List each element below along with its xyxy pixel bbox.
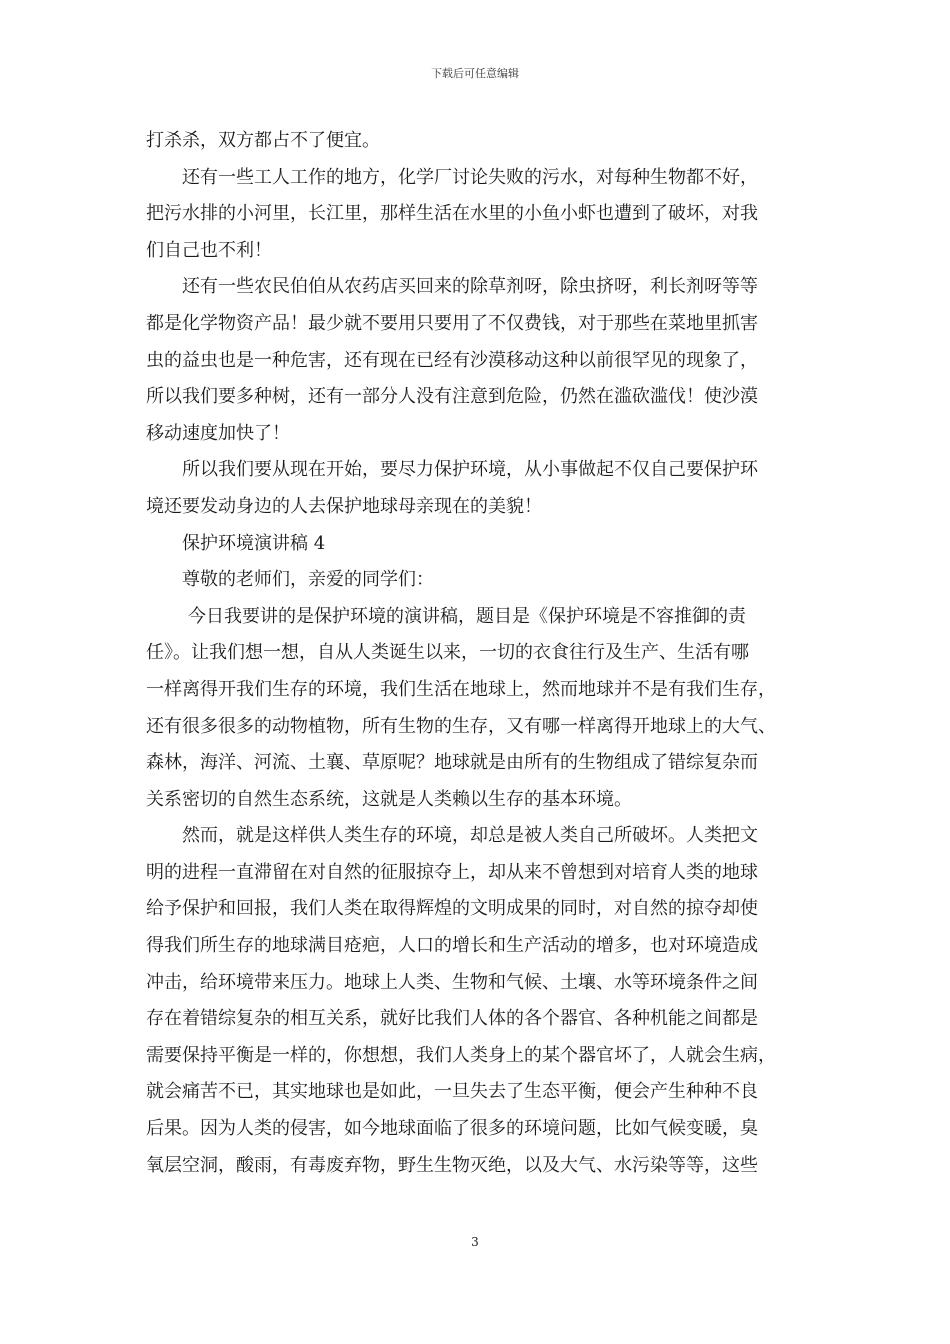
text-line: 给予保护和回报，我们人类在取得辉煌的文明成果的同时，对自然的掠夺却使 — [146, 898, 758, 920]
text-line: 所以我们要从现在开始，要尽力保护环境，从小事做起不仅自己要保护环 — [182, 459, 758, 481]
text-line: 需要保持平衡是一样的，你想想，我们人类身上的某个器官坏了，人就会生病， — [146, 1044, 776, 1066]
text-line: 都是化学物资产品！最少就不要用只要用了不仅费钱，对于那些在菜地里抓害 — [146, 312, 758, 334]
text-line: 关系密切的自然生态系统，这就是人类赖以生存的基本环境。 — [146, 788, 632, 810]
text-line: 一样离得开我们生存的环境，我们生活在地球上，然而地球并不是有我们生存， — [146, 678, 776, 700]
text-line: 存在着错综复杂的相互关系，就好比我们人体的各个器官、各种机能之间都是 — [146, 1008, 758, 1030]
text-line: 明的进程一直滞留在对自然的征服掠夺上，却从来不曾想到对培育人类的地球 — [146, 861, 758, 883]
text-line: 冲击，给环境带来压力。地球上人类、生物和气候、土壤、水等环境条件之间 — [146, 971, 758, 993]
text-line: 还有一些农民伯伯从农药店买回来的除草剂呀，除虫挤呀，利长剂呀等等 — [182, 276, 758, 298]
text-line: 还有一些工人工作的地方，化学厂讨论失败的污水，对每种生物都不好， — [182, 166, 758, 188]
text-line: 氧层空洞，酸雨，有毒废弃物，野生生物灭绝，以及大气、水污染等等，这些 — [146, 1154, 758, 1176]
text-line: 然而，就是这样供人类生存的环境，却总是被人类自己所破坏。人类把文 — [182, 825, 758, 847]
text-line: 境还要发动身边的人去保护地球母亲现在的美貌！ — [146, 495, 542, 517]
section-heading: 保护环境演讲稿 4 — [182, 532, 326, 554]
text-line: 就会痛苦不已，其实地球也是如此，一旦失去了生态平衡，便会产生种种不良 — [146, 1081, 758, 1103]
text-line: 所以我们要多种树，还有一部分人没有注意到危险，仍然在滥砍滥伐！使沙漠 — [146, 386, 758, 408]
text-line: 打杀杀，双方都占不了便宜。 — [146, 130, 380, 151]
text-line: 移动速度加快了！ — [146, 422, 290, 444]
page-header: 下载后可任意编辑 — [431, 67, 519, 80]
text-line: 虫的益虫也是一种危害，还有现在已经有沙漠移动这种以前很罕见的现象了， — [146, 349, 758, 371]
text-line: 还有很多很多的动物植物，所有生物的生存，又有哪一样离得开地球上的大气、 — [146, 715, 776, 737]
document-body — [146, 123, 816, 1184]
text-line: 森林，海洋、河流、土襄、草原呢？地球就是由所有的生物组成了错综复杂而 — [146, 752, 758, 774]
text-line: 把污水排的小河里，长江里，那样生活在水里的小鱼小虾也遭到了破坏，对我 — [146, 203, 758, 225]
text-line: 得我们所生存的地球满目疮疤，人口的增长和生产活动的增多，也对环境造成 — [146, 935, 758, 957]
text-line: 们自己也不利！ — [146, 239, 272, 261]
salutation: 尊敬的老师们，亲爱的同学们： — [182, 569, 434, 591]
text-line: 后果。因为人类的侵害，如今地球面临了很多的环境问题，比如气候变暖，臭 — [146, 1118, 758, 1140]
text-line: 任》。让我们想一想，自从人类诞生以来，一切的衣食往行及生产、生活有哪 — [146, 642, 749, 664]
page-number: 3 — [471, 1235, 479, 1249]
text-line: 今日我要讲的是保护环境的演讲稿，题目是《保护环境是不容推御的责 — [188, 605, 746, 627]
